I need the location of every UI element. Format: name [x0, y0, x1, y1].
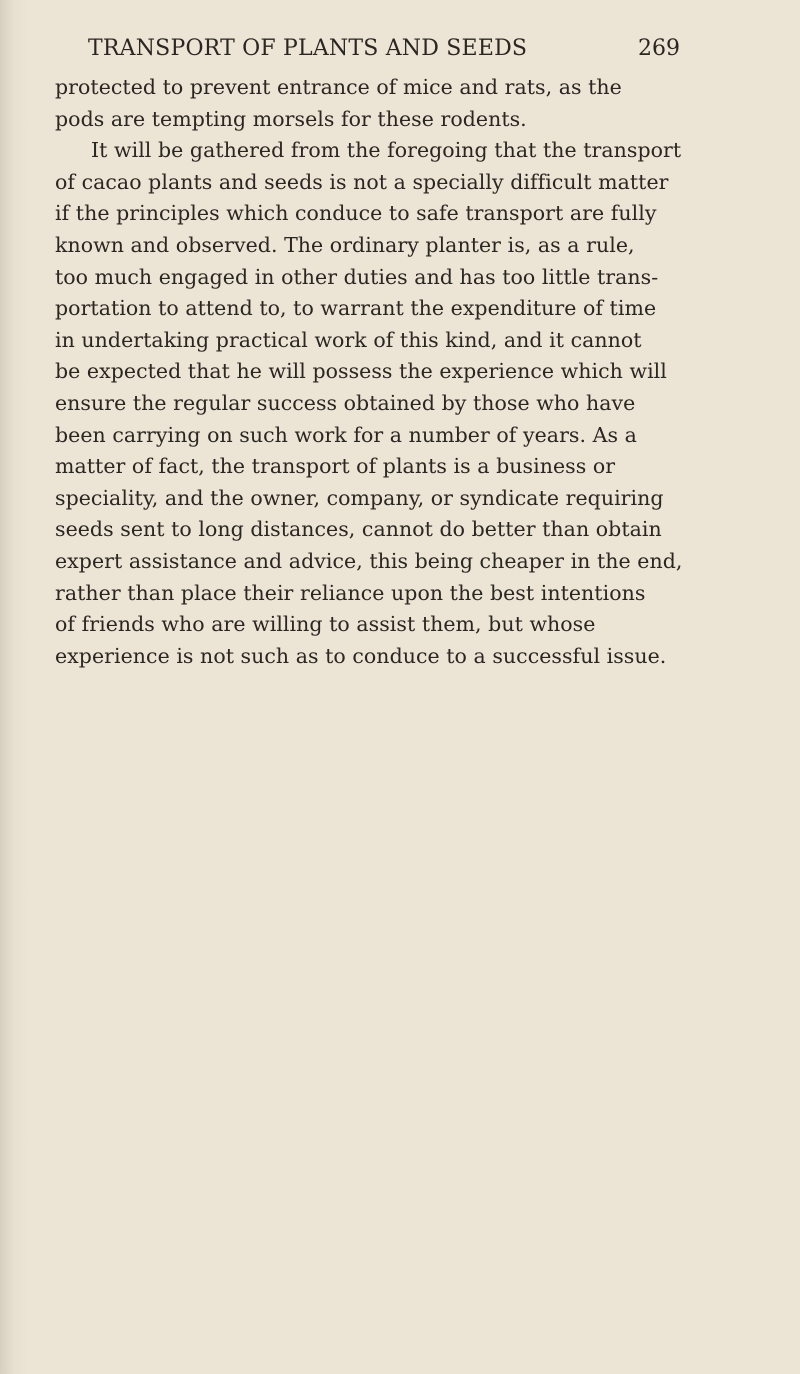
text-line: known and observed. The ordinary planter is, as a rule, [55, 232, 635, 257]
page-number: 269 [638, 36, 680, 61]
text-line: been carrying on such work for a number of years. As a [55, 422, 637, 447]
text-line: pods are tempting morsels for these rodents. [55, 106, 527, 131]
text-line: experience is not such as to conduce to a successful issue. [55, 643, 667, 668]
text-line: speciality, and the owner, company, or syndicate requiring [55, 485, 664, 510]
text-line: seeds sent to long distances, cannot do better than obtain [55, 517, 662, 542]
text-line: in undertaking practical work of this kind, and it cannot [55, 327, 642, 352]
text-line: ensure the regular success obtained by those who have [55, 390, 636, 415]
text-line: if the principles which conduce to safe transport are fully [55, 201, 657, 226]
text-line: of friends who are willing to assist them, but whose [55, 612, 596, 637]
paragraph-start-line: It will be gathered from the foregoing that the transport [91, 138, 682, 163]
body-text [55, 72, 735, 672]
text-line: of cacao plants and seeds is not a specially difficult matter [55, 169, 669, 194]
text-line: portation to attend to, to warrant the expenditure of time [55, 296, 657, 321]
text-line: matter of fact, the transport of plants is a business or [55, 454, 616, 479]
running-head [88, 36, 680, 66]
text-line: protected to prevent entrance of mice and rats, as the [55, 75, 622, 99]
text-line: be expected that he will possess the experience which will [55, 359, 667, 384]
text-line: expert assistance and advice, this being cheaper in the end, [55, 548, 683, 573]
text-line: too much engaged in other duties and has too little trans- [55, 264, 659, 289]
running-title: TRANSPORT OF PLANTS AND SEEDS [88, 36, 528, 61]
text-line: rather than place their reliance upon the best intentions [55, 580, 646, 605]
